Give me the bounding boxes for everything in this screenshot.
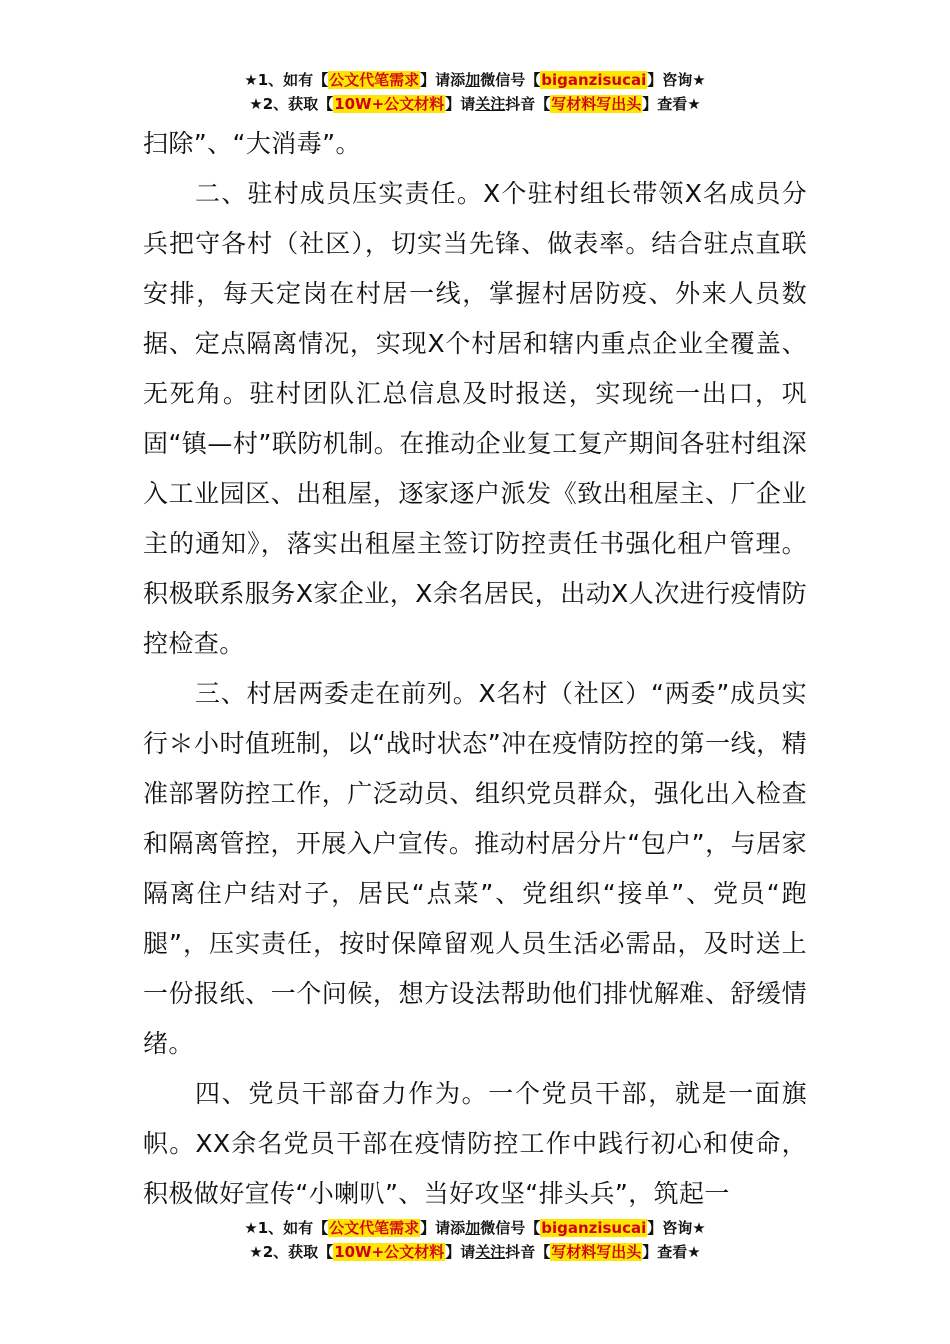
banner-highlight: biganzisucai — [541, 1219, 647, 1237]
header-banner — [0, 68, 950, 116]
paragraph: 三、村居两委走在前列。X名村（社区）“两委”成员实行＊小时值班制，以“战时状态”冲在疫情防控的第一线，精准部署防控工作，广泛动员、组织党员群众，强化出入检查和隔离管控，开展入户宣传。推动村居分片“包户”，与居家隔离住户结对子，居民“点菜”、党组织“接单”、党员“跑腿”，压实责任，按时保障留观人员生活必需品，及时送上一份报纸、一个问候，想方设法帮助他们排忧解难、舒缓情绪。 — [143, 679, 807, 1058]
banner-highlight: 写材料写出头 — [551, 1243, 642, 1261]
banner-highlight: 公文代笔需求 — [329, 71, 420, 89]
banner-highlight: biganzisucai — [541, 71, 647, 89]
paragraph: 四、党员干部奋力作为。一个党员干部，就是一面旗帜。XX余名党员干部在疫情防控工作中践行初心和使命，积极做好宣传“小喇叭”、当好攻坚“排头兵”，筑起一 — [143, 1079, 807, 1208]
banner-highlight: 写材料写出头 — [551, 95, 642, 113]
banner-highlight: 10W+公文材料 — [334, 1243, 445, 1261]
banner-line-2: ★2、获取【10W+公文材料】请关注抖音【写材料写出头】查看★ — [249, 95, 701, 113]
banner-highlight: 公文代笔需求 — [329, 1219, 420, 1237]
document-body — [143, 119, 807, 1219]
paragraph: 二、驻村成员压实责任。X个驻村组长带领X名成员分兵把守各村（社区），切实当先锋、做表率。结合驻点直联安排，每天定岗在村居一线，掌握村居防疫、外来人员数据、定点隔离情况，实现X个村居和辖内重点企业全覆盖、无死角。驻村团队汇总信息及时报送，实现统一出口，巩固“镇—村”联防机制。在推动企业复工复产期间各驻村组深入工业园区、出租屋，逐家逐户派发《致出租屋主、厂企业主的通知》，落实出租屋主签订防控责任书强化租户管理。积极联系服务X家企业，X余名居民，出动X人次进行疫情防控检查。 — [143, 179, 807, 658]
banner-highlight: 10W+公文材料 — [334, 95, 445, 113]
banner-line-1: ★1、如有【公文代笔需求】请添加微信号【biganzisucai】咨询★ — [244, 71, 706, 89]
paragraph-continuation: 扫除”、“大消毒”。 — [143, 129, 361, 158]
banner-line-1: ★1、如有【公文代笔需求】请添加微信号【biganzisucai】咨询★ — [244, 1219, 706, 1237]
banner-line-2: ★2、获取【10W+公文材料】请关注抖音【写材料写出头】查看★ — [249, 1243, 701, 1261]
footer-banner — [0, 1216, 950, 1264]
